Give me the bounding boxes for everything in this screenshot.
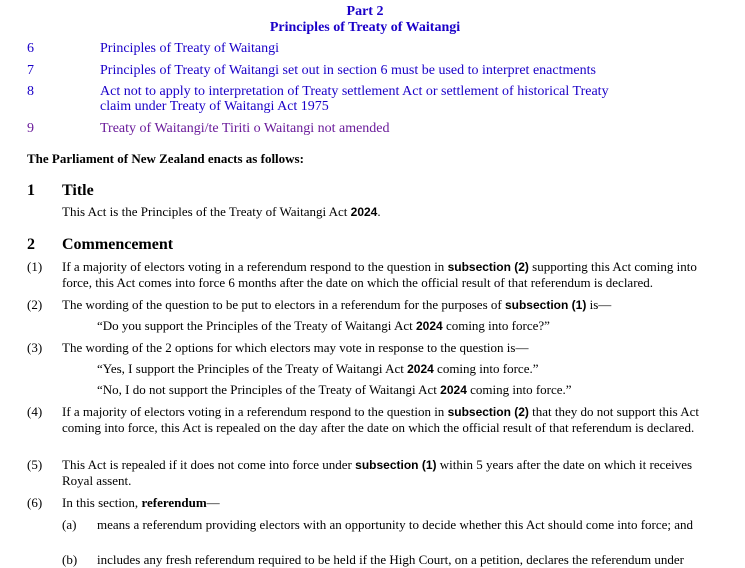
subsection-5-number: (5) [27, 457, 43, 472]
enacting-words: The Parliament of New Zealand enacts as follows: [27, 151, 304, 166]
paragraph-a-text: means a referendum providing electors with an opportunity to decide whether this Act should come into force; and [97, 517, 694, 532]
toc-link-section-9[interactable]: Treaty of Waitangi/te Tiriti o Waitangi not amended [100, 121, 390, 136]
paragraph-b-letter: (b) [62, 552, 78, 567]
toc-number-9[interactable]: 9 [27, 121, 34, 136]
toc-number-7[interactable]: 7 [27, 63, 34, 78]
section-1-number: 1 [27, 182, 35, 199]
section-2-number: 2 [27, 236, 35, 253]
option-no: “No, I do not support the Principles of the Treaty of Waitangi Act 2024 coming into force.” [97, 382, 572, 397]
subsection-5-text: This Act is repealed if it does not come into force under subsection (1) within 5 years after the date on which it receives Royal assent. [62, 457, 693, 488]
toc-link-section-8-line2[interactable]: claim under Treaty of Waitangi Act 1975 [100, 99, 329, 114]
toc-link-section-6[interactable]: Principles of Treaty of Waitangi [100, 41, 280, 56]
paragraph-a-letter: (a) [62, 517, 77, 532]
subsection-1-number: (1) [27, 259, 43, 274]
defined-term-referendum: referendum [141, 495, 207, 510]
paragraph-b-text: includes any fresh referendum required to be held if the High Court, on a petition, declares the referendum under [97, 552, 684, 567]
section-2-title: Commencement [62, 236, 174, 253]
option-yes: “Yes, I support the Principles of the Treaty of Waitangi Act 2024 coming into force.” [97, 361, 539, 376]
subsection-6-number: (6) [27, 495, 43, 510]
subsection-2-number: (2) [27, 297, 43, 312]
section-1-body: This Act is the Principles of the Treaty of Waitangi Act 2024. [62, 204, 381, 219]
subsection-3-number: (3) [27, 340, 43, 355]
toc-link-section-7[interactable]: Principles of Treaty of Waitangi set out in section 6 must be used to interpret enactments [100, 63, 596, 78]
subsection-3-text: The wording of the 2 options for which electors may vote in response to the question is— [62, 340, 529, 355]
toc-number-6[interactable]: 6 [27, 41, 34, 56]
part-title: Principles of Treaty of Waitangi [269, 20, 461, 35]
subsection-1-reference[interactable]: subsection (1) [355, 458, 437, 472]
subsection-4-text: If a majority of electors voting in a referendum respond to the question in subsection (2) that they do not support this Act coming into force, this Act is repealed on the day after the date on which the official result of that referendum is declared. [62, 404, 699, 435]
year-2024: 2024 [350, 205, 378, 219]
subsection-2-reference[interactable]: subsection (2) [447, 405, 529, 419]
subsection-1-text: If a majority of electors voting in a referendum respond to the question in subsection (2) supporting this Act coming into force, this Act comes into force 6 months after the date on which the official result of that referendum is declared. [62, 259, 697, 290]
toc-link-section-8-line1[interactable]: Act not to apply to interpretation of Treaty settlement Act or settlement of historical Treaty [100, 84, 609, 99]
part-label: Part 2 [346, 4, 384, 19]
referendum-question: “Do you support the Principles of the Treaty of Waitangi Act 2024 coming into force?” [97, 318, 550, 333]
subsection-1-reference[interactable]: subsection (1) [504, 298, 587, 312]
subsection-6-text: In this section, referendum— [62, 495, 220, 510]
subsection-2-text: The wording of the question to be put to electors in a referendum for the purposes of subsection (1) is— [62, 297, 612, 312]
toc-number-8[interactable]: 8 [27, 84, 34, 99]
subsection-2-reference[interactable]: subsection (2) [447, 260, 529, 274]
section-1-title: Title [62, 182, 94, 199]
subsection-4-number: (4) [27, 404, 43, 419]
